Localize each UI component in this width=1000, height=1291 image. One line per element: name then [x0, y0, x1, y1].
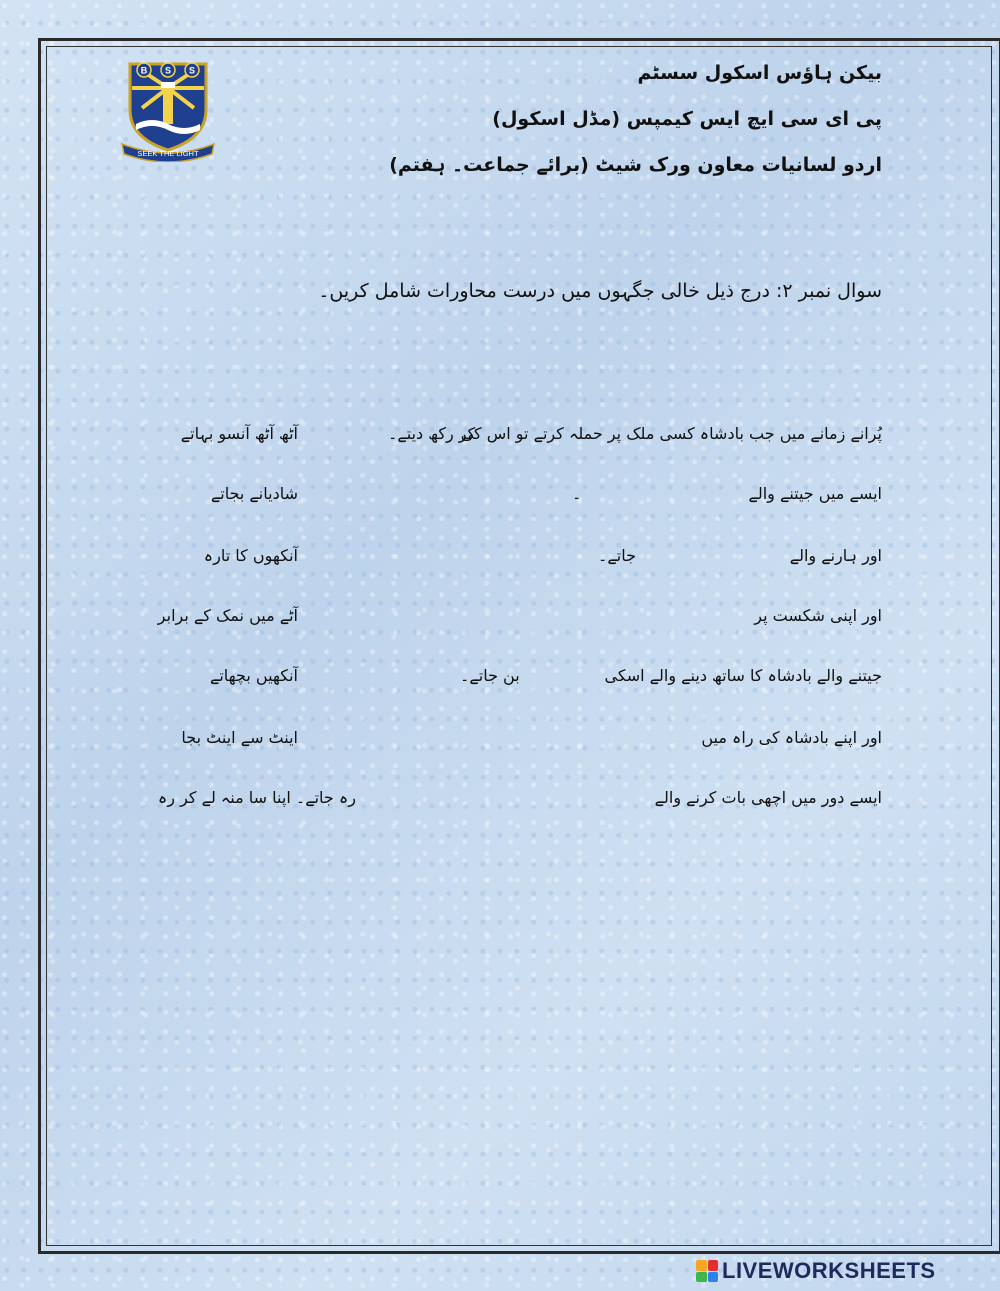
logo-motto: SEEK THE LIGHT	[137, 149, 199, 158]
logo-letter: S	[188, 65, 196, 76]
sentence-7: ایسے دور میں اچھی بات کرنے والے	[654, 788, 882, 807]
sentence-5: جیتنے والے بادشاہ کا ساتھ دینے والے اسکی	[604, 666, 882, 685]
sentence-4: اور اپنی شکست پر	[754, 606, 882, 625]
liveworksheets-brand: LIVEWORKSHEETS	[722, 1258, 936, 1283]
question-title: سوال نمبر ۲: درج ذیل خالی جگہوں میں درست محاورات شامل کریں۔	[318, 280, 882, 302]
word-bank-item: اینٹ سے اینٹ بجا	[181, 728, 298, 747]
liveworksheets-footer[interactable]	[696, 1258, 936, 1284]
school-name: بیکن ہاؤس اسکول سسٹم	[637, 62, 882, 84]
word-bank-item: آنکھیں بچھاتے	[209, 666, 298, 685]
word-bank-item: آنکھوں کا تارہ	[203, 546, 298, 565]
logo-letter: S	[164, 65, 172, 76]
sentence-3-end: جاتے۔	[598, 546, 636, 565]
campus-name: پی ای سی ایچ ایس کیمپس (مڈل اسکول)	[492, 108, 882, 130]
school-logo	[118, 58, 218, 162]
page-border-inner	[46, 46, 992, 1246]
logo-letter: B	[140, 65, 148, 76]
word-bank-item: آٹے میں نمک کے برابر	[157, 606, 298, 625]
sentence-6: اور اپنے بادشاہ کی راہ میں	[701, 728, 882, 747]
word-bank-item: رہ جاتے۔ اپنا سا منہ لے کر رہ	[157, 788, 356, 807]
word-bank-item: شادیانے بجاتے	[210, 484, 298, 503]
sentence-3: اور ہارنے والے	[789, 546, 882, 565]
sentence-2: ایسے میں جیتنے والے	[748, 484, 882, 503]
sentence-1-end: کر رکھ دیتے۔	[388, 424, 476, 443]
worksheet-title: اردو لسانیات معاون ورک شیٹ (برائے جماعت۔ ہفتم)	[389, 154, 882, 176]
sentence-5-end: بن جاتے۔	[460, 666, 520, 685]
liveworksheets-logo-icon	[696, 1260, 718, 1282]
sentence-2-end: ۔	[572, 484, 582, 503]
word-bank-item: آٹھ آٹھ آنسو بہاتے	[180, 424, 298, 443]
sentence-1: پُرانے زمانے میں جب بادشاہ کسی ملک پر حملہ کرتے تو اس کی	[460, 424, 882, 443]
